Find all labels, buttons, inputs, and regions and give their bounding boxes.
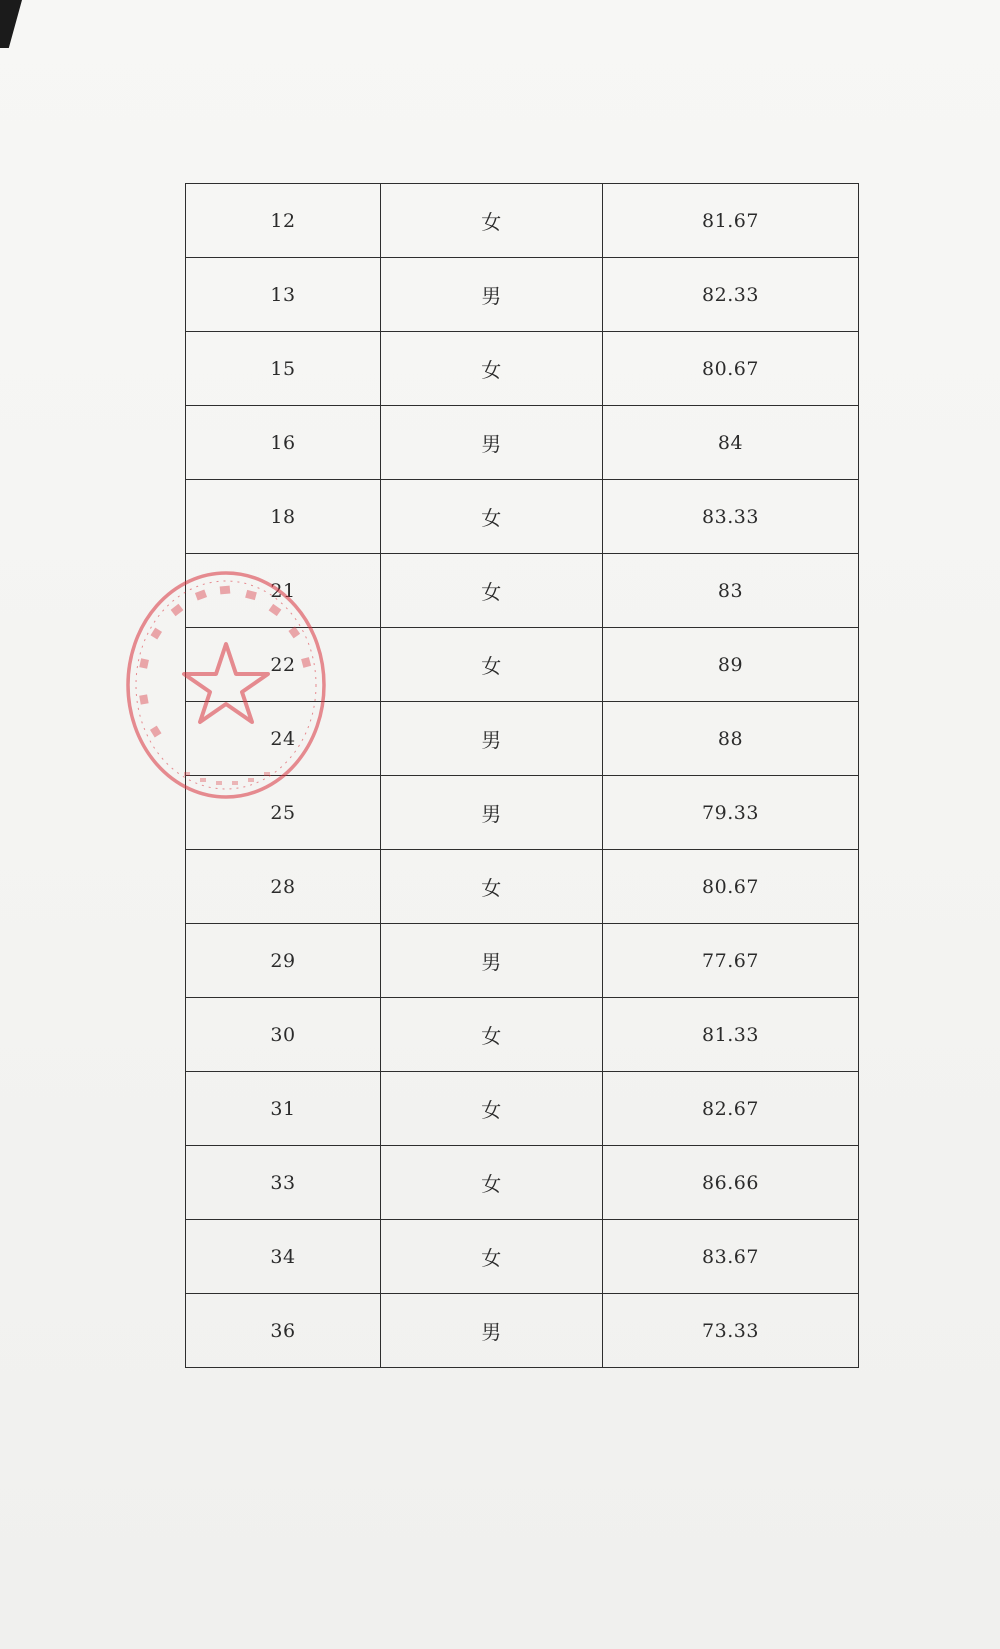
- table-row: [186, 480, 859, 554]
- candidate-gender: 男: [381, 776, 603, 850]
- candidate-number: 29: [186, 924, 381, 998]
- score-table: [185, 183, 859, 1368]
- candidate-number: 21: [186, 554, 381, 628]
- candidate-score: 86.66: [603, 1146, 859, 1220]
- candidate-score: 83.33: [603, 480, 859, 554]
- candidate-score: 88: [603, 702, 859, 776]
- candidate-gender: 女: [381, 554, 603, 628]
- table-row: [186, 702, 859, 776]
- table-row: [186, 258, 859, 332]
- candidate-score: 81.67: [603, 184, 859, 258]
- score-table-container: [185, 183, 858, 1368]
- table-row: [186, 1294, 859, 1368]
- candidate-gender: 女: [381, 850, 603, 924]
- candidate-number: 36: [186, 1294, 381, 1368]
- candidate-gender: 女: [381, 1220, 603, 1294]
- table-row: [186, 998, 859, 1072]
- candidate-gender: 男: [381, 258, 603, 332]
- candidate-score: 81.33: [603, 998, 859, 1072]
- candidate-score: 83: [603, 554, 859, 628]
- candidate-score: 84: [603, 406, 859, 480]
- candidate-gender: 男: [381, 406, 603, 480]
- candidate-number: 15: [186, 332, 381, 406]
- candidate-score: 82.67: [603, 1072, 859, 1146]
- candidate-score: 83.67: [603, 1220, 859, 1294]
- candidate-score: 77.67: [603, 924, 859, 998]
- candidate-number: 25: [186, 776, 381, 850]
- table-row: [186, 184, 859, 258]
- candidate-number: 16: [186, 406, 381, 480]
- candidate-number: 18: [186, 480, 381, 554]
- candidate-gender: 女: [381, 184, 603, 258]
- table-row: [186, 924, 859, 998]
- candidate-gender: 男: [381, 702, 603, 776]
- candidate-gender: 女: [381, 628, 603, 702]
- scan-corner-mark: [0, 0, 22, 48]
- candidate-gender: 女: [381, 1072, 603, 1146]
- candidate-gender: 男: [381, 1294, 603, 1368]
- candidate-score: 73.33: [603, 1294, 859, 1368]
- candidate-score: 89: [603, 628, 859, 702]
- candidate-number: 34: [186, 1220, 381, 1294]
- candidate-score: 79.33: [603, 776, 859, 850]
- candidate-number: 13: [186, 258, 381, 332]
- candidate-gender: 女: [381, 332, 603, 406]
- candidate-number: 33: [186, 1146, 381, 1220]
- candidate-score: 82.33: [603, 258, 859, 332]
- candidate-number: 31: [186, 1072, 381, 1146]
- candidate-score: 80.67: [603, 332, 859, 406]
- table-row: [186, 406, 859, 480]
- table-row: [186, 1220, 859, 1294]
- candidate-gender: 男: [381, 924, 603, 998]
- table-row: [186, 776, 859, 850]
- candidate-score: 80.67: [603, 850, 859, 924]
- candidate-number: 28: [186, 850, 381, 924]
- candidate-gender: 女: [381, 998, 603, 1072]
- table-row: [186, 628, 859, 702]
- candidate-number: 30: [186, 998, 381, 1072]
- table-row: [186, 1072, 859, 1146]
- candidate-number: 22: [186, 628, 381, 702]
- candidate-number: 24: [186, 702, 381, 776]
- candidate-gender: 女: [381, 1146, 603, 1220]
- table-row: [186, 1146, 859, 1220]
- candidate-gender: 女: [381, 480, 603, 554]
- table-row: [186, 850, 859, 924]
- candidate-number: 12: [186, 184, 381, 258]
- table-row: [186, 332, 859, 406]
- table-row: [186, 554, 859, 628]
